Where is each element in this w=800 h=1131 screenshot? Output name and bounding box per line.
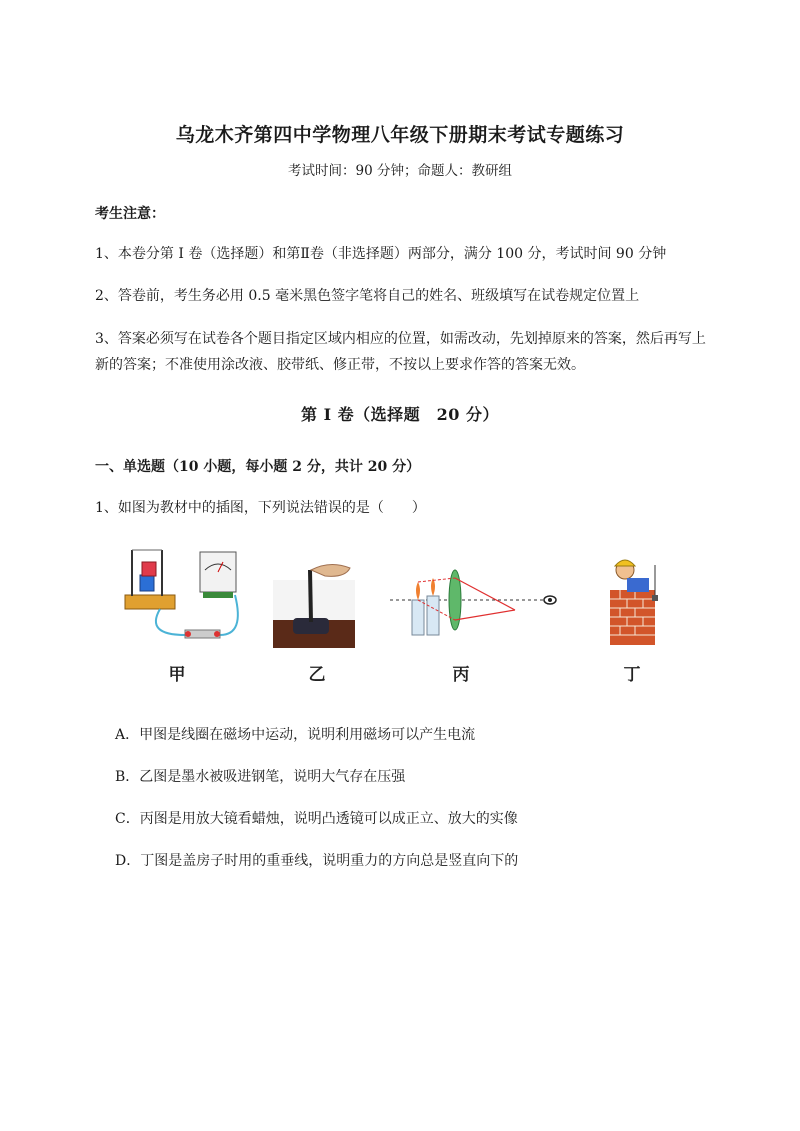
figure-yi-ink-pen bbox=[273, 564, 355, 648]
option-b[interactable]: B．乙图是墨水被吸进钢笔，说明大气存在压强 bbox=[115, 769, 406, 785]
figure-label-yi: 乙 bbox=[308, 665, 326, 685]
option-d[interactable]: D．丁图是盖房子时用的重垂线，说明重力的方向总是竖直向下的 bbox=[115, 853, 519, 869]
option-a[interactable]: A．甲图是线圈在磁场中运动，说明利用磁场可以产生电流 bbox=[115, 727, 476, 743]
exam-title: 乌龙木齐第四中学物理八年级下册期末考试专题练习 bbox=[175, 124, 625, 146]
figure-jia-apparatus bbox=[125, 550, 238, 638]
notice-item-3: 3、答案必须写在试卷各个题目指定区域内相应的位置，如需改动，先划掉原来的答案，然后再写上新的答案；不准使用涂改液、胶带纸、修正带，不按以上要求作答的答案无效。 bbox=[95, 331, 706, 373]
figure-bing-lens bbox=[390, 570, 556, 635]
part-heading: 一、单选题（10 小题，每小题 2 分，共计 20 分） bbox=[95, 459, 421, 475]
notice-item-1: 1、本卷分第 I 卷（选择题）和第Ⅱ卷（非选择题）两部分，满分 100 分，考试时间 90 分钟 bbox=[95, 246, 667, 262]
question-1-figure bbox=[115, 540, 675, 690]
notice-heading: 考生注意： bbox=[95, 206, 165, 222]
question-1-stem: 1、如图为教材中的插图，下列说法错误的是（ ） bbox=[95, 500, 426, 516]
exam-subtitle: 考试时间：90 分钟；命题人：教研组 bbox=[288, 163, 512, 179]
figure-label-bing: 丙 bbox=[452, 665, 470, 685]
figure-label-ding: 丁 bbox=[623, 665, 641, 685]
figure-label-jia: 甲 bbox=[168, 665, 186, 685]
figure-ding-plumb-line bbox=[610, 560, 658, 645]
notice-item-2: 2、答卷前，考生务必用 0.5 毫米黑色签字笔将自己的姓名、班级填写在试卷规定位置上 bbox=[95, 288, 640, 304]
section-title: 第 I 卷（选择题 20 分） bbox=[301, 405, 499, 424]
option-c[interactable]: C．丙图是用放大镜看蜡烛，说明凸透镜可以成正立、放大的实像 bbox=[115, 811, 518, 827]
